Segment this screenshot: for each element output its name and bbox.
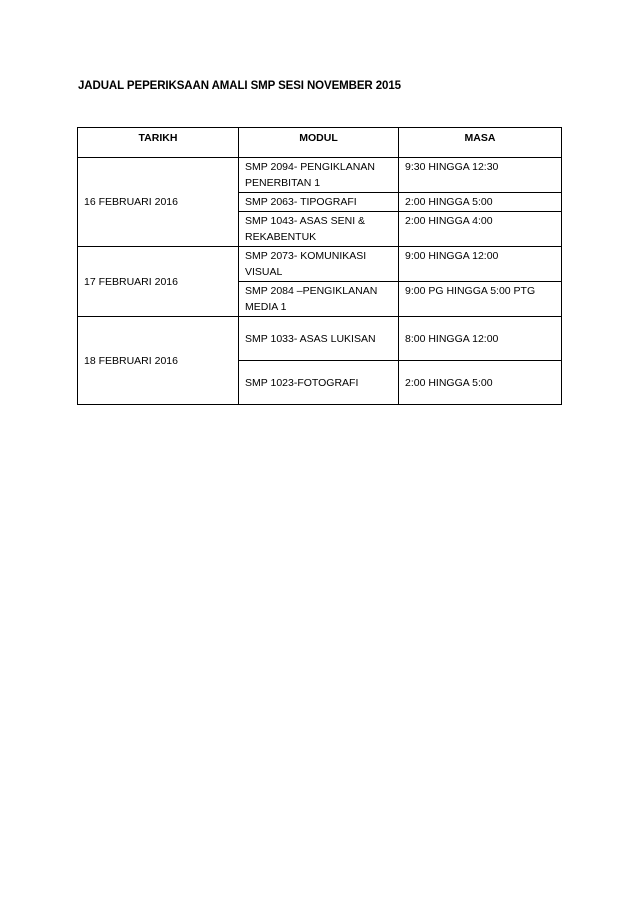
module-code-line: SMP 2063- TIPOGRAFI xyxy=(245,196,357,208)
module-name-line: VISUAL xyxy=(245,266,283,278)
module-cell xyxy=(239,158,399,193)
date-cell: 17 FEBRUARI 2016 xyxy=(78,247,239,317)
module-code-line: SMP 1043- ASAS SENI & xyxy=(245,215,366,227)
time-cell: 2:00 HINGGA 5:00 xyxy=(399,361,562,405)
module-name-line: PENERBITAN 1 xyxy=(245,177,321,189)
module-cell xyxy=(239,193,399,212)
table-header-row xyxy=(78,128,562,158)
time-cell: 9:30 HINGGA 12:30 xyxy=(399,158,562,193)
module-cell xyxy=(239,361,399,405)
module-cell xyxy=(239,212,399,247)
header-tarikh: TARIKH xyxy=(78,128,239,158)
exam-schedule-table xyxy=(77,127,562,405)
table-row xyxy=(78,158,562,193)
document-title: JADUAL PEPERIKSAAN AMALI SMP SESI NOVEMBER 2015 xyxy=(78,80,401,92)
module-code-line: SMP 1023-FOTOGRAFI xyxy=(245,376,359,389)
time-cell: 2:00 HINGGA 4:00 xyxy=(399,212,562,247)
time-cell: 9:00 HINGGA 12:00 xyxy=(399,247,562,282)
header-modul: MODUL xyxy=(239,128,399,158)
date-cell: 18 FEBRUARI 2016 xyxy=(78,317,239,405)
module-cell xyxy=(239,282,399,317)
time-cell: 9:00 PG HINGGA 5:00 PTG xyxy=(399,282,562,317)
time-cell: 2:00 HINGGA 5:00 xyxy=(399,193,562,212)
time-cell: 8:00 HINGGA 12:00 xyxy=(399,317,562,361)
table-row xyxy=(78,317,562,361)
module-name-line: REKABENTUK xyxy=(245,231,317,243)
module-code-line: SMP 1033- ASAS LUKISAN xyxy=(245,332,376,345)
header-masa: MASA xyxy=(399,128,562,158)
module-code-line: SMP 2094- PENGIKLANAN xyxy=(245,161,375,173)
date-cell: 16 FEBRUARI 2016 xyxy=(78,158,239,247)
module-cell xyxy=(239,317,399,361)
module-name-line: MEDIA 1 xyxy=(245,301,287,313)
module-cell xyxy=(239,247,399,282)
module-code-line: SMP 2073- KOMUNIKASI xyxy=(245,250,367,262)
module-code-line: SMP 2084 –PENGIKLANAN xyxy=(245,285,378,297)
table-row xyxy=(78,247,562,282)
